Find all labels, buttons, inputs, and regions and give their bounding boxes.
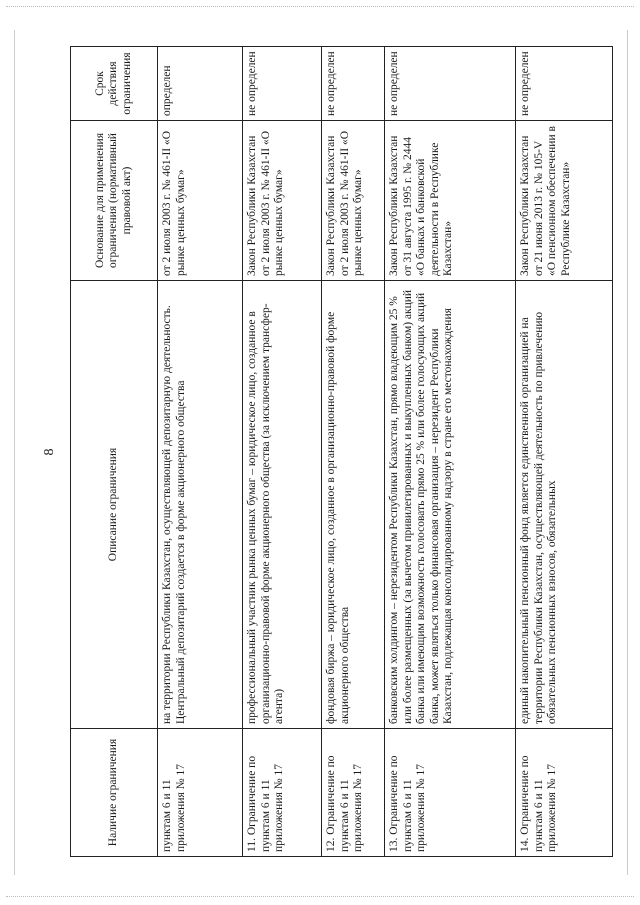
table-row: [243, 47, 322, 857]
cell-presence: пунктам 6 и 11 приложения № 17: [158, 729, 243, 857]
cell-description: на территории Республики Казахстан, осуществляющей депозитарную деятельность. Центральный депозитарий создается в форме акционерного общества: [158, 281, 243, 729]
table-row: [385, 47, 516, 857]
table-header-row: [71, 47, 158, 857]
cell-description: профессиональный участник рынка ценных бумаг – юридическое лицо, созданное в организационно-правовой форме акционерного общества (за исключением трансфер-агента): [243, 281, 322, 729]
cell-legal-basis: Закон Республики Казахстан от 21 июня 2013 г. № 105-V «О пенсионном обеспечении в Республике Казахстан»: [516, 121, 613, 281]
rotated-document-page: [40, 47, 600, 857]
cell-description: единый накопительный пенсионный фонд является единственной организацией на территории Республики Казахстан, осуществляющей деятельность по привлечению обязательных пенсионных взносов, обязательных: [516, 281, 613, 729]
cell-term: определен: [158, 47, 243, 121]
scan-edge-right: [627, 30, 628, 875]
table-row: [322, 47, 385, 857]
header-presence: Наличие ограничения: [71, 729, 158, 857]
restrictions-table: [70, 46, 613, 857]
cell-presence: 13. Ограничение по пунктам 6 и 11 приложения № 17: [385, 729, 516, 857]
cell-description: фондовая биржа – юридическое лицо, созданное в организационно-правовой форме акционерного общества: [322, 281, 385, 729]
cell-legal-basis: Закон Республики Казахстан от 31 августа 1995 г. № 2444 «О банках и банковской деятельности в Республике Казахстан»: [385, 121, 516, 281]
scan-edge-bottom: [6, 896, 634, 897]
page-number: 8: [42, 448, 57, 456]
scan-edge-left: [14, 30, 15, 875]
cell-presence: 12. Ограничение по пунктам 6 и 11 приложения № 17: [322, 729, 385, 857]
cell-term: не определен: [243, 47, 322, 121]
scan-edge-top: [6, 6, 634, 7]
table-row: [516, 47, 613, 857]
header-legal-basis: Основание для применения ограничения (нормативный правовой акт): [71, 121, 158, 281]
cell-presence: 11. Ограничение по пунктам 6 и 11 приложения № 17: [243, 729, 322, 857]
table-row: [158, 47, 243, 857]
cell-legal-basis: от 2 июля 2003 г. № 461-II «О рынке ценных бумаг»: [158, 121, 243, 281]
header-term: Срок действия ограничения: [71, 47, 158, 121]
cell-term: не определен: [516, 47, 613, 121]
cell-legal-basis: Закон Республики Казахстан от 2 июля 2003 г. № 461-II «О рынке ценных бумаг»: [243, 121, 322, 281]
cell-description: банковским холдингом – нерезидентом Республики Казахстан, прямо владеющим 25 % или более размещенных (за вычетом привилегированных и выкупленных банком) акций банка или имеющим возможность голосовать прямо 25 % или более голосующих акций банка, может являться только финансовая организация – нерезидент Республики Казахстан, подлежащая консолидированному надзору в стране его местонахождения: [385, 281, 516, 729]
cell-legal-basis: Закон Республики Казахстан от 2 июля 2003 г. № 461-II «О рынке ценных бумаг»: [322, 121, 385, 281]
cell-term: не определен: [322, 47, 385, 121]
header-description: Описание ограничения: [71, 281, 158, 729]
cell-presence: 14. Ограничение по пунктам 6 и 11 приложения № 17: [516, 729, 613, 857]
cell-term: не определен: [385, 47, 516, 121]
